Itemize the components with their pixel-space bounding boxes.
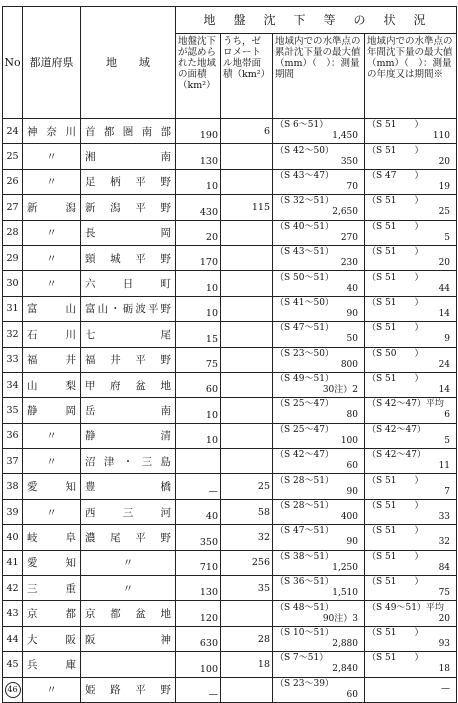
header-subsidence-area: 地盤沈下が認められた地域の面積（km²） [176,34,221,119]
prefecture-cell: 〃 [23,144,81,169]
zero-meter-area-cell: 25 [221,474,273,499]
annual-value: 44 [438,283,451,294]
table-row [3,245,457,270]
cumulative-cell [273,372,365,397]
annual-value: 14 [438,308,451,319]
region-cell: 沼津・三島 [81,449,176,474]
cumulative-cell [273,347,365,372]
annual-period: （S 51 ） [367,145,424,156]
annual-value: 11 [438,461,451,472]
annual-period: （S 51 ） [367,247,424,258]
zero-meter-area-cell [221,245,273,270]
region-cell: 新潟平野 [81,195,176,220]
subsidence-area-cell: 10 [176,296,221,321]
zero-meter-area-cell [221,372,273,397]
cumulative-value: 1,250 [332,562,358,573]
row-number: 28 [3,220,23,245]
row-number: 42 [3,576,23,601]
annual-value: 84 [438,562,451,573]
cumulative-value: 2,880 [332,639,358,649]
region-cell: 福井平野 [81,347,176,372]
cumulative-period: （S 42～50） [275,145,334,156]
table-row [3,474,457,499]
table-row [3,449,457,474]
header-zero-meter-area: うち，ゼロメートル地帯面積（km²） [221,34,273,119]
annual-value: 7 [444,486,451,497]
cumulative-cell [273,271,365,296]
region-cell: 足柄平野 [81,169,176,194]
cumulative-value: 90 [346,486,358,497]
annual-value: 5 [444,435,451,446]
cumulative-period: （S 25～47） [275,424,334,435]
region-cell: 西 三 河 [81,499,176,524]
annual-period: （S 51 ） [367,120,424,131]
region-cell: 〃 [81,576,176,601]
cumulative-period: （S 47～51） [275,526,334,537]
annual-cell [365,677,457,702]
cumulative-period: （S 40～51） [275,221,334,232]
subsidence-area-cell: 40 [176,499,221,524]
table-row [3,271,457,296]
cumulative-value: 350 [340,156,358,167]
region-cell: 〃 [81,550,176,575]
annual-value: 5 [444,232,451,243]
zero-meter-area-cell: 18 [221,652,273,677]
annual-period: （S 42～47） [367,450,426,461]
subsidence-area-cell: 630 [176,626,221,651]
row-number: 45 [3,652,23,677]
cumulative-value: 800 [340,359,358,370]
annual-value: 24 [438,359,451,370]
row-number: 32 [3,322,23,347]
prefecture-cell: 富 山 [23,296,81,321]
annual-period: （S 51 ） [367,272,424,283]
prefecture-cell: 兵 庫 [23,652,81,677]
cumulative-cell [273,296,365,321]
table-row [3,423,457,448]
cumulative-period: （S 28～51） [275,475,334,486]
zero-meter-area-cell [221,271,273,296]
cumulative-value: 90 [346,308,358,319]
cumulative-period: （S 43～51） [275,247,334,258]
prefecture-cell: 石 川 [23,322,81,347]
header-cumulative: 地域内での水準点の累計沈下量の最大値（mm）（ ）：測量期間 [273,34,365,119]
cumulative-value: 80 [346,410,358,421]
annual-period: （S 51 ） [367,501,424,512]
region-cell: 岳 南 [81,398,176,423]
annual-cell [365,144,457,169]
region-cell: 長 岡 [81,220,176,245]
table-row [3,322,457,347]
annual-period: （S 51 ） [367,221,424,232]
subsidence-area-cell: 130 [176,576,221,601]
annual-period: （S 42～47）平均 [367,399,444,410]
annual-value: 25 [438,207,451,218]
subsidence-area-cell: 10 [176,169,221,194]
zero-meter-area-cell [221,169,273,194]
cumulative-cell [273,626,365,651]
cumulative-period: （S 47～51） [275,323,334,334]
subsidence-area-cell: 100 [176,652,221,677]
row-number: 34 [3,372,23,397]
cumulative-value: 90 [346,537,358,548]
prefecture-cell: 愛 知 [23,550,81,575]
region-cell: 姫路平野 [81,677,176,702]
cumulative-period: （S 28～51） [275,501,334,512]
table-row [3,398,457,423]
table-row [3,195,457,220]
prefecture-cell: 〃 [23,677,81,702]
subsidence-area-cell: 10 [176,423,221,448]
zero-meter-area-cell [221,449,273,474]
region-cell: 阪 神 [81,626,176,651]
cumulative-value: 100 [340,435,358,446]
cumulative-period: （S 48～51） [275,602,334,613]
cumulative-period: （S 23～39） [275,678,334,689]
subsidence-area-cell: 190 [176,119,221,144]
table-row [3,525,457,550]
header-prefecture: 都道府県 [23,7,81,119]
cumulative-cell [273,449,365,474]
cumulative-value: 270 [340,232,358,243]
subsidence-area-cell: 20 [176,220,221,245]
annual-cell [365,372,457,397]
cumulative-cell [273,550,365,575]
cumulative-value: 2,840 [332,664,358,675]
zero-meter-area-cell [221,144,273,169]
zero-meter-area-cell [221,423,273,448]
subsidence-area-cell: 15 [176,322,221,347]
cumulative-value: 30注）2 [322,385,358,396]
region-cell: 京都盆地 [81,601,176,626]
subsidence-area-cell: 130 [176,144,221,169]
cumulative-cell [273,423,365,448]
cumulative-period: （S 43～47） [275,170,334,181]
zero-meter-area-cell [221,677,273,702]
cumulative-value: 50 [346,334,358,345]
region-cell: 甲府盆地 [81,372,176,397]
table-row [3,372,457,397]
annual-cell [365,220,457,245]
table-row [3,296,457,321]
zero-meter-area-cell [221,601,273,626]
zero-meter-area-cell: 28 [221,626,273,651]
annual-period: （S 47 ） [367,170,424,181]
annual-period: （S 51 ） [367,323,424,334]
cumulative-period: （S 25～47） [275,399,334,410]
subsidence-area-cell: — [176,474,221,499]
prefecture-cell: 神奈川 [23,119,81,144]
row-number: 24 [3,119,23,144]
cumulative-period: （S 7～51） [275,653,329,664]
table-row [3,347,457,372]
cumulative-cell [273,677,365,702]
row-number: 25 [3,144,23,169]
cumulative-cell [273,245,365,270]
annual-cell [365,245,457,270]
cumulative-cell [273,474,365,499]
annual-cell [365,119,457,144]
prefecture-cell: 新 潟 [23,195,81,220]
annual-period: （S 51 ） [367,551,424,562]
cumulative-value: 400 [340,512,358,523]
prefecture-cell: 愛 知 [23,474,81,499]
annual-value: 14 [438,385,451,396]
annual-cell [365,449,457,474]
cumulative-period: （S 23～50） [275,348,334,359]
annual-value: 110 [432,131,451,142]
cumulative-value: 60 [346,689,358,700]
cumulative-value: 2,650 [332,207,358,218]
row-number: 30 [3,271,23,296]
table-row [3,550,457,575]
row-number: 41 [3,550,23,575]
cumulative-period: （S 10～51） [275,628,334,638]
region-cell: 静 清 [81,423,176,448]
annual-value: 93 [438,639,451,649]
prefecture-cell: 〃 [23,169,81,194]
prefecture-cell: 大 阪 [23,626,81,651]
annual-period: （S 51 ） [367,577,424,588]
annual-period: （S 51 ） [367,297,424,308]
annual-cell [365,525,457,550]
annual-cell [365,195,457,220]
region-cell [81,652,176,677]
annual-period: （S 51 ） [367,196,424,207]
table-row [3,220,457,245]
annual-cell [365,271,457,296]
subsidence-area-cell: 75 [176,347,221,372]
zero-meter-area-cell [221,296,273,321]
region-cell: 七 尾 [81,322,176,347]
region-cell: 六 日 町 [81,271,176,296]
annual-cell [365,423,457,448]
table-row [3,144,457,169]
table-row [3,576,457,601]
cumulative-cell [273,119,365,144]
zero-meter-area-cell: 6 [221,119,273,144]
annual-cell [365,576,457,601]
header-annual: 地域内での水準点の年間沈下量の最大値（mm）（ ）：測量の年度又は期間※ [365,34,457,119]
zero-meter-area-cell [221,322,273,347]
cumulative-period: （S 50～51） [275,272,334,283]
annual-cell [365,398,457,423]
prefecture-cell: 京 都 [23,601,81,626]
cumulative-value: 1,510 [332,588,358,599]
row-number: 29 [3,245,23,270]
cumulative-cell [273,525,365,550]
subsidence-area-cell: 170 [176,245,221,270]
cumulative-period: （S 6～51） [275,120,329,131]
header-no: No [3,7,23,119]
annual-period: （S 51 ） [367,526,424,537]
zero-meter-area-cell [221,398,273,423]
prefecture-cell: 岐 阜 [23,525,81,550]
cumulative-cell [273,398,365,423]
prefecture-cell: 三 重 [23,576,81,601]
subsidence-area-cell: 10 [176,271,221,296]
region-cell: 濃尾平野 [81,525,176,550]
region-cell: 首都圏南部 [81,119,176,144]
row-number: 33 [3,347,23,372]
zero-meter-area-cell: 32 [221,525,273,550]
annual-value: 20 [438,156,451,167]
subsidence-area-cell [176,449,221,474]
table-row [3,652,457,677]
cumulative-cell [273,220,365,245]
subsidence-area-cell: — [176,677,221,702]
subsidence-area-cell: 10 [176,398,221,423]
zero-meter-area-cell: 58 [221,499,273,524]
annual-period: （S 51 ） [367,374,424,385]
region-cell: 湘 南 [81,144,176,169]
annual-cell [365,169,457,194]
annual-cell [365,626,457,651]
zero-meter-area-cell: 256 [221,550,273,575]
cumulative-period: （S 41～50） [275,297,334,308]
table-row [3,499,457,524]
row-number: 27 [3,195,23,220]
cumulative-period: （S 38～51） [275,551,334,562]
cumulative-period: （S 42～47） [275,450,334,461]
cumulative-value: 90注）3 [322,613,358,624]
header-area: 地 域 [81,7,176,119]
zero-meter-area-cell: 35 [221,576,273,601]
annual-value: 9 [444,334,451,345]
cumulative-cell [273,322,365,347]
annual-cell [365,550,457,575]
annual-cell [365,296,457,321]
row-number: 31 [3,296,23,321]
prefecture-cell: 〃 [23,423,81,448]
subsidence-area-cell: 430 [176,195,221,220]
cumulative-period: （S 49～51） [275,374,334,385]
cumulative-cell [273,601,365,626]
subsidence-area-cell: 120 [176,601,221,626]
cumulative-period: （S 32～51） [275,196,334,207]
prefecture-cell: 〃 [23,245,81,270]
cumulative-cell [273,499,365,524]
annual-value: 6 [444,410,451,421]
row-number [3,677,23,702]
row-number: 36 [3,423,23,448]
table-row [3,601,457,626]
annual-period: （S 51 ） [367,628,424,638]
row-number: 37 [3,449,23,474]
prefecture-cell: 山 梨 [23,372,81,397]
prefecture-cell: 〃 [23,220,81,245]
cumulative-value: 60 [346,461,358,472]
subsidence-area-cell: 710 [176,550,221,575]
annual-period: （S 50 ） [367,348,424,359]
subsidence-area-cell: 350 [176,525,221,550]
cumulative-cell [273,195,365,220]
annual-period: （S 42～47） [367,424,426,435]
row-number: 44 [3,626,23,651]
region-cell: 頸城平野 [81,245,176,270]
table-row [3,677,457,702]
annual-cell [365,322,457,347]
annual-period: （S 51 ） [367,475,424,486]
annual-value: — [441,684,451,695]
table-row [3,626,457,651]
annual-cell [365,347,457,372]
annual-cell [365,499,457,524]
annual-value: 20 [438,258,451,269]
row-number: 43 [3,601,23,626]
annual-value: 18 [438,664,451,675]
annual-value: 75 [438,588,451,599]
row-number-circled: 46 [5,682,21,698]
cumulative-value: 1,450 [332,131,358,142]
prefecture-cell: 静 岡 [23,398,81,423]
cumulative-cell [273,144,365,169]
prefecture-cell: 〃 [23,449,81,474]
cumulative-value: 230 [340,258,358,269]
prefecture-cell: 〃 [23,499,81,524]
row-number: 40 [3,525,23,550]
annual-period: （S 49～51）平均 [367,602,444,613]
zero-meter-area-cell: 115 [221,195,273,220]
cumulative-cell [273,652,365,677]
header-group: 地 盤 沈 下 等 の 状 況 [176,7,457,34]
cumulative-value: 40 [346,283,358,294]
annual-period: （S 51 ） [367,653,424,664]
cumulative-cell [273,169,365,194]
annual-cell [365,474,457,499]
annual-value: 33 [438,512,451,523]
prefecture-cell: 福 井 [23,347,81,372]
cumulative-cell [273,576,365,601]
prefecture-cell: 〃 [23,271,81,296]
region-cell: 富山・砺波平野 [81,296,176,321]
zero-meter-area-cell [221,347,273,372]
subsidence-area-cell: 60 [176,372,221,397]
row-number: 39 [3,499,23,524]
row-number: 38 [3,474,23,499]
table-row [3,119,457,144]
row-number: 35 [3,398,23,423]
annual-value: 19 [438,181,451,192]
table-row [3,169,457,194]
row-number: 26 [3,169,23,194]
annual-cell [365,601,457,626]
annual-value: 20 [438,613,451,624]
cumulative-value: 70 [346,181,358,192]
subsidence-table [2,6,457,703]
region-cell: 豊 橋 [81,474,176,499]
annual-value: 32 [438,537,451,548]
cumulative-period: （S 36～51） [275,577,334,588]
annual-cell [365,652,457,677]
zero-meter-area-cell [221,220,273,245]
